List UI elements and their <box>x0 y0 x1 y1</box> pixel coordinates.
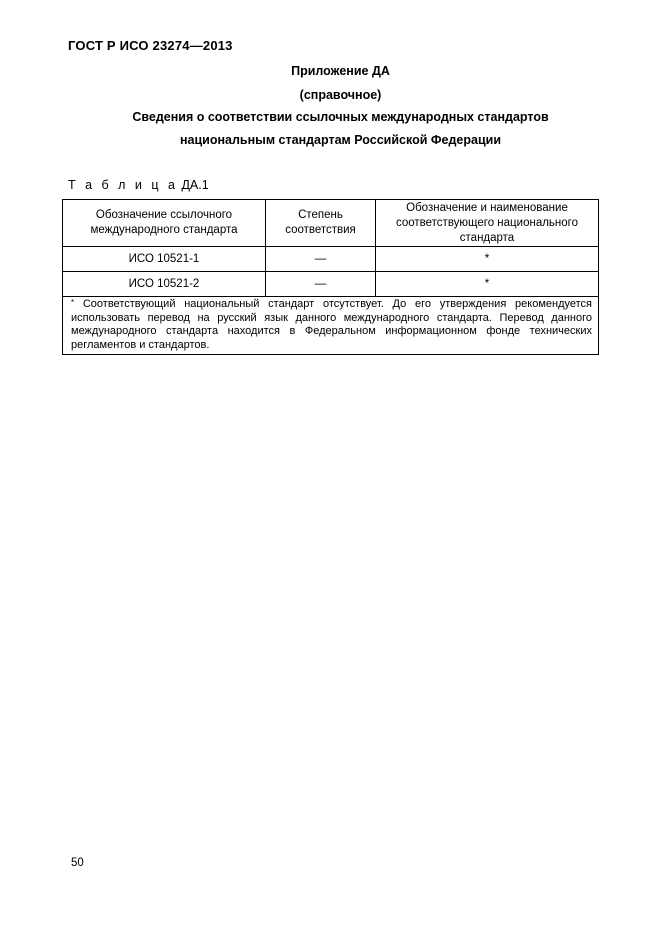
cell-reference-standard: ИСО 10521-2 <box>63 272 266 297</box>
table-footnote-row <box>63 297 599 355</box>
annex-heading-line-2: национальным стандартам Российской Федерации <box>179 133 502 147</box>
cell-national-standard: * <box>376 272 599 297</box>
footnote-mark: * <box>71 298 75 307</box>
header-national-standard: Обозначение и наименование соответствующего национального стандарта <box>376 200 599 247</box>
footnote-text: Соответствующий национальный стандарт отсутствует. До его утверждения рекомендуется использовать перевод на русский язык данного международного стандарта. Перевод данного международного стандарта находится в Федеральном информационном фонде технических регламентов и стандартов. <box>71 298 592 351</box>
cell-degree: — <box>266 272 376 297</box>
cell-national-standard: * <box>376 247 599 272</box>
header-reference-standard: Обозначение ссылочного международного стандарта <box>63 200 266 247</box>
cell-degree: — <box>266 247 376 272</box>
annex-heading-line-1: Сведения о соответствии ссылочных международных стандартов <box>132 110 549 124</box>
cell-reference-standard: ИСО 10521-1 <box>63 247 266 272</box>
table-caption-label: Т а б л и ц а <box>68 178 178 192</box>
header-degree-of-conformity: Степень соответствия <box>266 200 376 247</box>
table-footnote <box>63 297 599 355</box>
annex-type: (справочное) <box>299 88 382 102</box>
table-caption-id: ДА.1 <box>177 178 209 192</box>
standard-code: ГОСТ Р ИСО 23274—2013 <box>68 38 233 53</box>
table-header-row <box>63 200 599 247</box>
table-row <box>63 272 599 297</box>
standards-table <box>62 199 599 355</box>
page-number: 50 <box>71 857 84 869</box>
table-caption <box>68 178 209 192</box>
annex-title: Приложение ДА <box>291 64 390 78</box>
table-row <box>63 247 599 272</box>
